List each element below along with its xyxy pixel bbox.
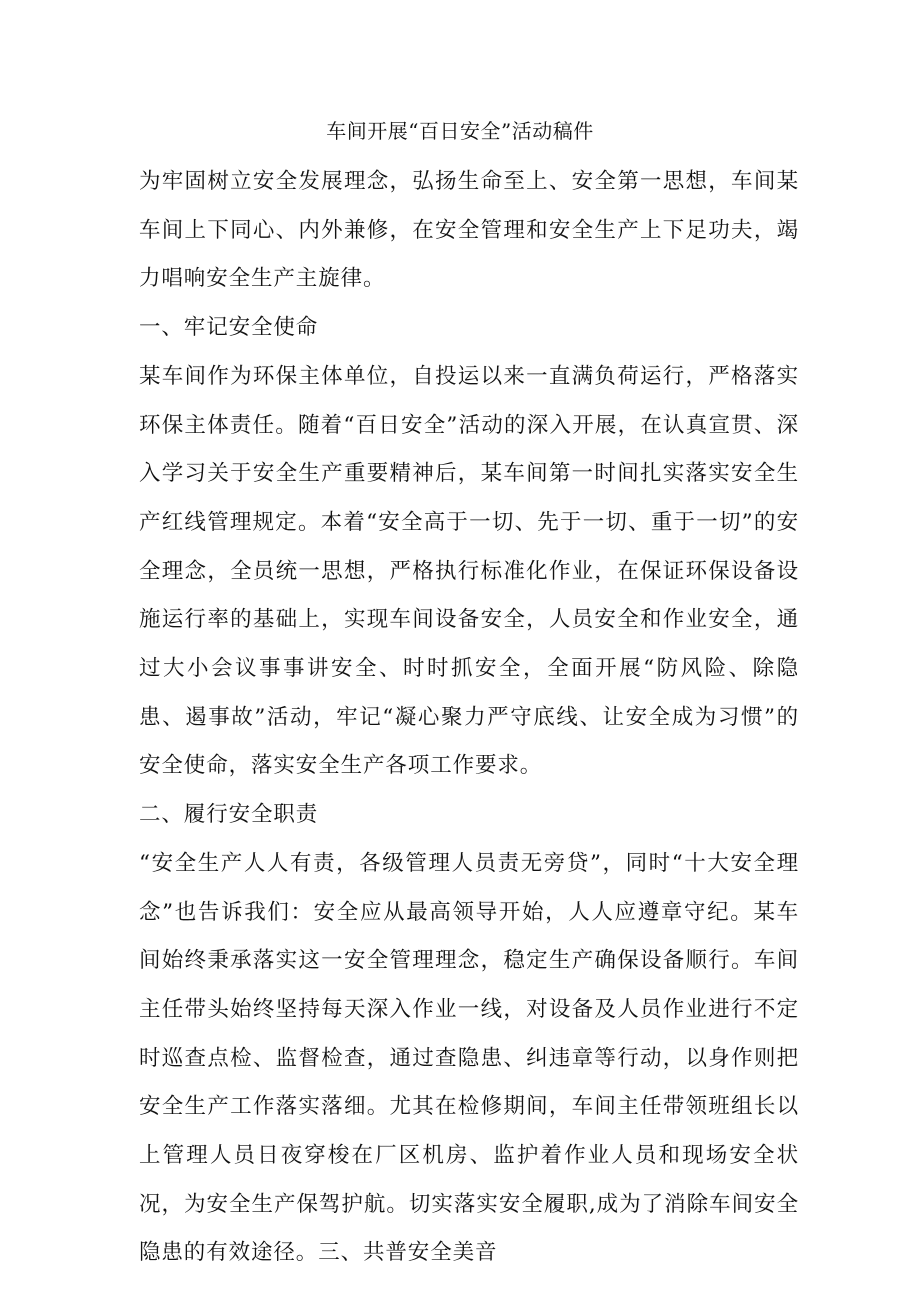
intro-paragraph: 为牢固树立安全发展理念，弘扬生命至上、安全第一思想，车间某车间上下同心、内外兼修，在安全管理和安全生产上下足功夫，竭力唱响安全生产主旋律。 xyxy=(139,169,799,292)
section-heading-1: 一、牢记安全使命 xyxy=(139,315,319,341)
section-2-paragraph: “安全生产人人有责，各级管理人员责无旁贷”，同时“十大安全理念”也告诉我们：安全应从最高领导开始，人人应遵章守纪。某车间始终秉承落实这一安全管理理念，稳定生产确保设备顺行。车间主任带头始终坚持每天深入作业一线，对设备及人员作业进行不定时巡查点检、监督检查，通过查隐患、纠违章等行动，以身作则把安全生产工作落实落细。尤其在检修期间，车间主任带领班组长以上管理人员日夜穿梭在厂区机房、监护着作业人员和现场安全状况，为安全生产保驾护航。切实落实安全履职,成为了消除车间安全隐患的有效途径。三、共普安全美音 xyxy=(139,850,799,1266)
document-title: 车间开展“百日安全”活动稿件 xyxy=(326,119,594,143)
document-body xyxy=(139,158,799,1278)
section-heading-2: 二、履行安全职责 xyxy=(139,802,319,828)
section-1-paragraph: 某车间作为环保主体单位，自投运以来一直满负荷运行，严格落实环保主体责任。随着“百日安全”活动的深入开展，在认真宣贯、深入学习关于安全生产重要精神后，某车间第一时间扎实落实安全生产红线管理规定。本着“安全高于一切、先于一切、重于一切”的安全理念，全员统一思想，严格执行标准化作业，在保证环保设备设施运行率的基础上，实现车间设备安全，人员安全和作业安全，通过大小会议事事讲安全、时时抓安全，全面开展“防风险、除隐患、遏事故”活动，牢记“凝心聚力严守底线、让安全成为习惯”的安全使命，落实安全生产各项工作要求。 xyxy=(139,363,799,779)
